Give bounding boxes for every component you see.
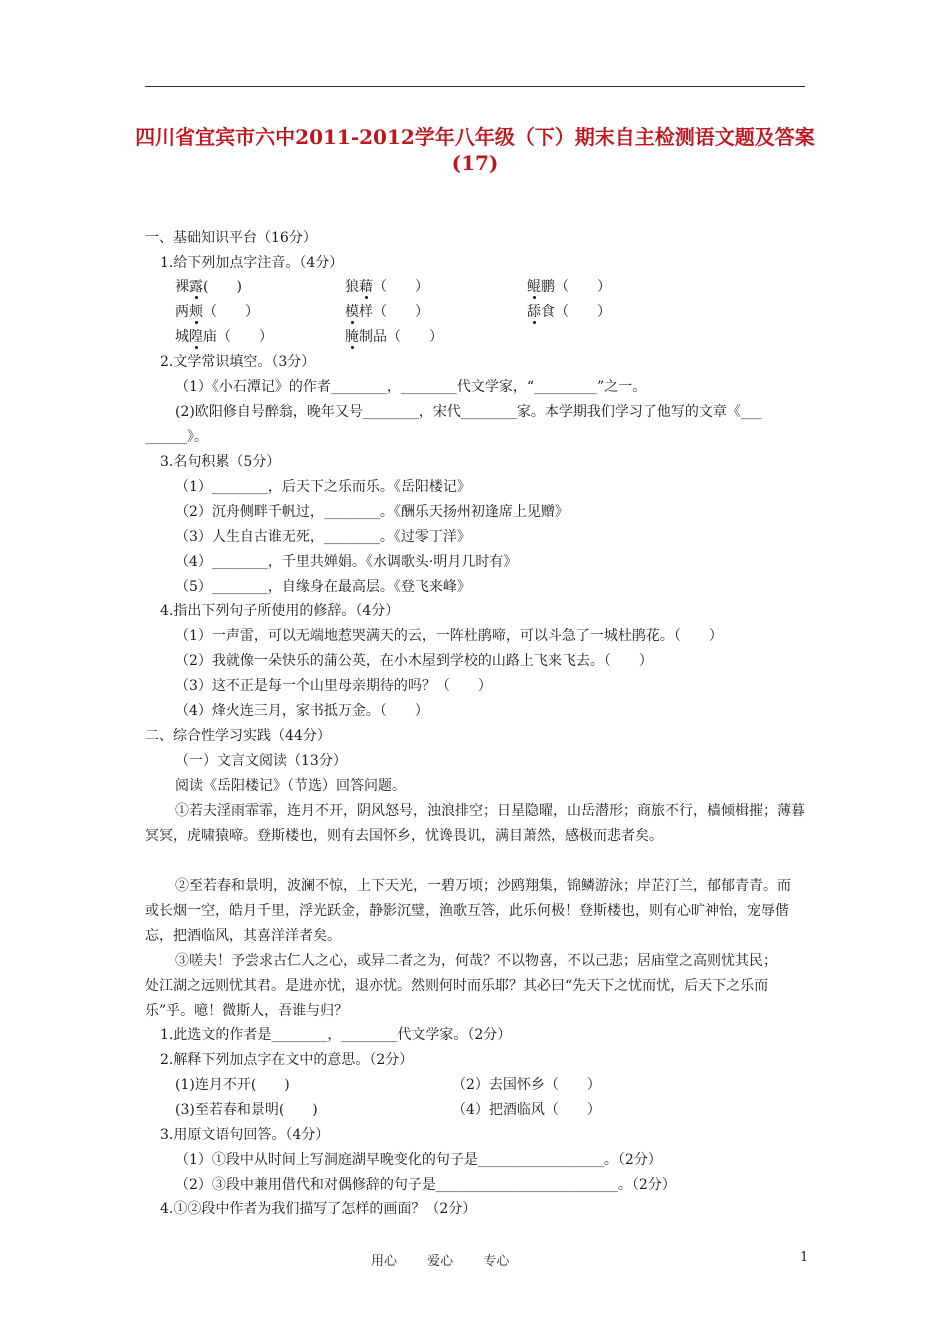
page-footer — [371, 1250, 535, 1269]
text-line: （2）沉舟侧畔千帆过，________。《酬乐天扬州初逢席上见赠》 — [175, 504, 569, 520]
text-line: （1）《小石潭记》的作者________，________代文学家，“_________”之一。 — [175, 379, 647, 395]
emphasis-dot-char: 露 — [189, 279, 203, 295]
footer-item: 爱心 — [427, 1254, 454, 1269]
page-number: 1 — [800, 1250, 809, 1265]
text-line: （2）③段中兼用借代和对偶修辞的句子是__________________________。（2分） — [175, 1177, 676, 1193]
text-line: （1）①段中从时间上写洞庭湖早晚变化的句子是__________________。（2分） — [175, 1152, 662, 1168]
text-line: 4.①②段中作者为我们描写了怎样的画面？（2分） — [160, 1201, 477, 1217]
text-line: 二、综合性学习实践（44分） — [145, 728, 331, 744]
emphasis-dot-char: 舔 — [527, 304, 541, 320]
footer-item: 专心 — [483, 1254, 510, 1269]
text-line: （1）一声雷，可以无端地惹哭满天的云，一阵杜鹃啼，可以斗急了一城杜鹃花。（ ） — [175, 628, 723, 644]
text-line: 3.用原文语句回答。（4分） — [160, 1127, 330, 1143]
footer-item: 用心 — [371, 1254, 398, 1269]
text-line: 模样（ ） — [345, 304, 429, 320]
text-line: 3.名句积累（5分） — [160, 454, 281, 470]
text-line: 舔食（ ） — [527, 304, 611, 320]
text-line: 4.指出下列句子所使用的修辞。（4分） — [160, 603, 400, 619]
text-line: （4）烽火连三月，家书抵万金。（ ） — [175, 703, 429, 719]
emphasis-dot-char: 藉 — [359, 279, 373, 295]
text-line: 一、基础知识平台（16分） — [145, 230, 317, 246]
text-line: (1)连月不开( ) — [175, 1077, 290, 1093]
text-line: 1.此选文的作者是________，________代文学家。（2分） — [160, 1027, 512, 1043]
emphasis-dot-char: 隍 — [189, 329, 203, 345]
text-line: ______》。 — [145, 429, 208, 445]
emphasis-dot-char: 鲲 — [527, 279, 541, 295]
emphasis-dot-char: 腌 — [345, 329, 359, 345]
title-line-1: 四川省宜宾市六中2011-2012学年八年级（下）期末自主检测语文题及答案 — [135, 125, 815, 149]
text-line: ①若夫淫雨霏霏，连月不开，阴风怒号，浊浪排空；日星隐曜，山岳潜形；商旅不行，樯倾楫摧；薄暮 — [175, 803, 805, 819]
page-title — [130, 124, 820, 176]
text-line: 腌制品（ ） — [345, 329, 443, 345]
text-line: （一）文言文阅读（13分） — [175, 753, 347, 769]
text-line: （1）________，后天下之乐而乐。《岳阳楼记》 — [175, 479, 471, 495]
text-line: （2）我就像一朵快乐的蒲公英，在小木屋到学校的山路上飞来飞去。（ ） — [175, 653, 653, 669]
text-line: 冥冥，虎啸猿啼。登斯楼也，则有去国怀乡，忧谗畏讥，满目萧然，感极而悲者矣。 — [145, 828, 663, 844]
text-line: 裸露( ) — [175, 279, 242, 295]
text-line: 狼藉（ ） — [345, 279, 429, 295]
text-line: ②至若春和景明，波澜不惊，上下天光，一碧万顷；沙鸥翔集，锦鳞游泳；岸芷汀兰，郁郁青青。而 — [175, 878, 791, 894]
text-line: (3)至若春和景明( ) — [175, 1102, 318, 1118]
text-line: ③嗟夫！予尝求古仁人之心，或异二者之为，何哉？不以物喜，不以己悲；居庙堂之高则忧其民； — [175, 953, 777, 969]
text-line: 1.给下列加点字注音。（4分） — [160, 255, 344, 271]
text-line: 乐”乎。噫！微斯人，吾谁与归？ — [145, 1003, 349, 1019]
text-line: （4）把酒临风（ ） — [452, 1102, 601, 1118]
text-line: （5）________，自缘身在最高层。《登飞来峰》 — [175, 579, 471, 595]
text-line: 两颊（ ） — [175, 304, 259, 320]
text-line: 阅读《岳阳楼记》（节选）回答问题。 — [175, 778, 406, 794]
text-line: （4）________，千里共婵娟。《水调歌头·明月几时有》 — [175, 554, 518, 570]
emphasis-dot-char: 模 — [345, 304, 359, 320]
text-line: （3）这不正是每一个山里母亲期待的吗？（ ） — [175, 678, 492, 694]
text-line: 忘，把酒临风，其喜洋洋者矣。 — [145, 928, 341, 944]
title-line-2: (17) — [451, 151, 499, 175]
text-line: 2.文学常识填空。（3分） — [160, 354, 316, 370]
text-line: （2）去国怀乡（ ） — [452, 1077, 601, 1093]
text-line: （3）人生自古谁无死，________。《过零丁洋》 — [175, 529, 471, 545]
text-line: 2.解释下列加点字在文中的意思。（2分） — [160, 1052, 414, 1068]
text-line: 鲲鹏（ ） — [527, 279, 611, 295]
header-rule — [145, 86, 805, 87]
text-line: (2)欧阳修自号醉翁，晚年又号________，宋代________家。本学期我们学习了他写的文章《___ — [175, 404, 762, 420]
text-line: 城隍庙（ ） — [175, 329, 273, 345]
emphasis-dot-char: 颊 — [189, 304, 203, 320]
text-line: 或长烟一空，皓月千里，浮光跃金，静影沉璧，渔歌互答，此乐何极！登斯楼也，则有心旷神怡，宠辱偕 — [145, 903, 789, 919]
text-line: 处江湖之远则忧其君。是进亦忧，退亦忧。然则何时而乐耶？其必曰“先天下之忧而忧，后天下之乐而 — [145, 978, 769, 994]
